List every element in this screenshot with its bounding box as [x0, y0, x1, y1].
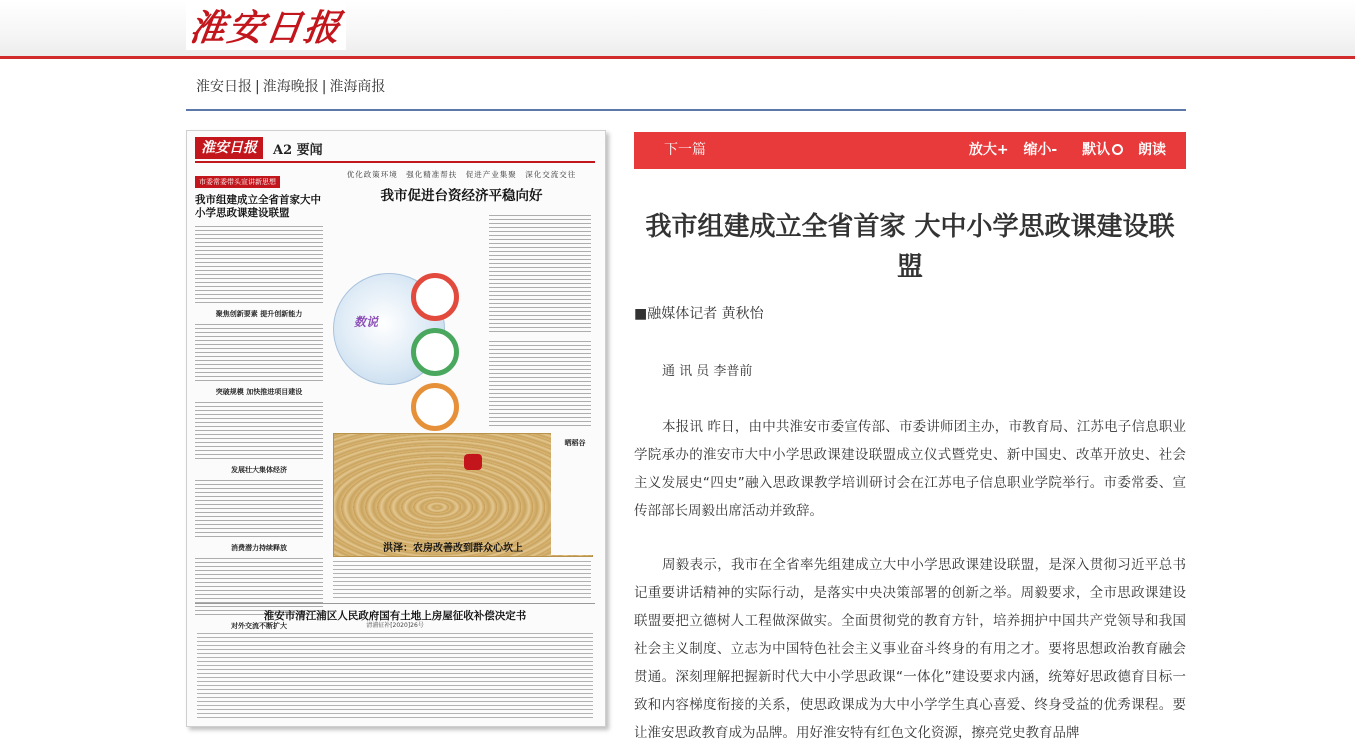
paper-subhead: 突破规模 加快推进项目建设 — [215, 387, 303, 396]
header-red-line — [0, 56, 1355, 59]
paper-left-tag: 市委常委带头宣讲新思想 — [195, 176, 280, 188]
paper-photo-headline[interactable]: 洪泽：农房改善改到群众心坎上 — [383, 543, 523, 554]
tractor-icon — [464, 454, 482, 470]
paper-text-block — [195, 224, 323, 304]
reader-controls — [959, 132, 1166, 169]
paper-nav — [196, 76, 385, 96]
circle-icon — [1112, 144, 1123, 155]
paper-masthead — [195, 137, 595, 163]
paper-text-block — [489, 213, 591, 333]
nav-divider — [186, 109, 1186, 111]
nav-link-huaihai-evening[interactable]: 淮海晚报 — [262, 79, 319, 95]
nav-link-huaihai-business[interactable]: 淮海商报 — [329, 79, 386, 95]
paper-text-block — [333, 559, 591, 599]
nav-separator: | — [255, 79, 260, 95]
paper-bottom-headline[interactable]: 淮安市清江浦区人民政府国有土地上房屋征收补偿决定书 — [195, 603, 595, 623]
nav-link-huaian-daily[interactable]: 淮安日报 — [196, 79, 252, 95]
paper-subhead: 消费潜力持续释放 — [231, 543, 287, 552]
ring-icon — [411, 383, 459, 431]
paper-subhead: 对外交流不断扩大 — [231, 621, 287, 630]
site-header — [0, 0, 1355, 57]
site-logo-text: 淮安日报 — [186, 6, 345, 49]
site-logo[interactable] — [186, 0, 346, 50]
paper-text-block — [195, 478, 323, 538]
article-paragraph: 本报讯 昨日，由中共淮安市委宣传部、市委讲师团主办，市教育局、江苏电子信息职业学院承办的淮安市大中小学思政课建设联盟成立仪式暨党史、新中国史、改革开放史、社会主义发展史“四史”融入思政课教学培训研讨会在江苏电子信息职业学院举行。市委常委、宣传部部长周毅出席活动并致辞。 — [634, 419, 1186, 519]
infographic-label: 数说 — [354, 315, 379, 329]
paper-left-column — [195, 169, 323, 630]
article-title: 我市组建成立全省首家 大中小学思政课建设联盟 — [645, 212, 1175, 283]
paper-logo: 淮安日报 — [195, 137, 263, 159]
paper-slogan: 优化政策环境 强化精准帮扶 促进产业集聚 深化交流交往 — [346, 170, 577, 179]
article-paragraph: 周毅表示，我市在全省率先组建成立大中小学思政课建设联盟，是深入贯彻习近平总书记重要讲话精神的实际行动，是落实中央决策部署的创新之举。周毅要求，全市思政课建设联盟要把立德树人工程做深做实。全面贯彻党的教育方针，培养拥护中国共产党领导和我国社会主义制度、立志为中国特色社会主义事业奋斗终身的有用之才。要将思想政治教育融会贯通。深刻理解把握新时代大中小学思政课“一体化”建设要求内涵，统筹好思政德育目标一致和内容梯度衔接的关系，使思政课成为大中小学学生真心喜爱、终身受益的优秀课程。要让淮安思政教育成为品牌。用好淮安特有红色文化资源，擦亮党史教育品牌 — [634, 557, 1186, 741]
article-correspondent: 通 讯 员 李普前 — [662, 364, 753, 379]
paper-text-block — [195, 400, 323, 460]
paper-subhead: 发展壮大集体经济 — [231, 465, 287, 474]
read-aloud-button[interactable]: 朗读 — [1138, 142, 1166, 158]
article-byline: ■融媒体记者 黄秋怡 — [634, 306, 764, 322]
paper-text-block — [489, 339, 591, 429]
paper-text-block — [197, 631, 593, 721]
infographic — [329, 213, 454, 443]
article-toolbar — [634, 132, 1186, 169]
paper-photo-tag: 晒稻谷 — [564, 438, 586, 447]
paper-bottom-subline: 清浦征补[2020]26号 — [366, 622, 424, 629]
paper-article-headline[interactable]: 我市组建成立全省首家大中小学思政课建设联盟 — [195, 194, 321, 219]
zoom-in-button[interactable]: 放大+ — [968, 142, 1009, 158]
paper-main-headline[interactable]: 我市促进台资经济平稳向好 — [380, 188, 543, 204]
next-article-link[interactable]: 下一篇 — [664, 142, 706, 158]
paper-text-block — [195, 322, 323, 382]
ring-icon — [411, 328, 459, 376]
paper-section-label: A2 要闻 — [273, 143, 323, 158]
paper-subhead: 聚焦创新要素 提升创新能力 — [215, 309, 303, 318]
newspaper-page-image[interactable] — [186, 130, 606, 727]
nav-separator: | — [321, 79, 327, 95]
paper-photo-caption — [551, 433, 599, 555]
ring-icon — [411, 273, 459, 321]
default-size-label: 默认 — [1082, 142, 1111, 158]
default-size-button[interactable] — [1072, 142, 1123, 158]
zoom-out-button[interactable]: 缩小- — [1023, 142, 1058, 158]
